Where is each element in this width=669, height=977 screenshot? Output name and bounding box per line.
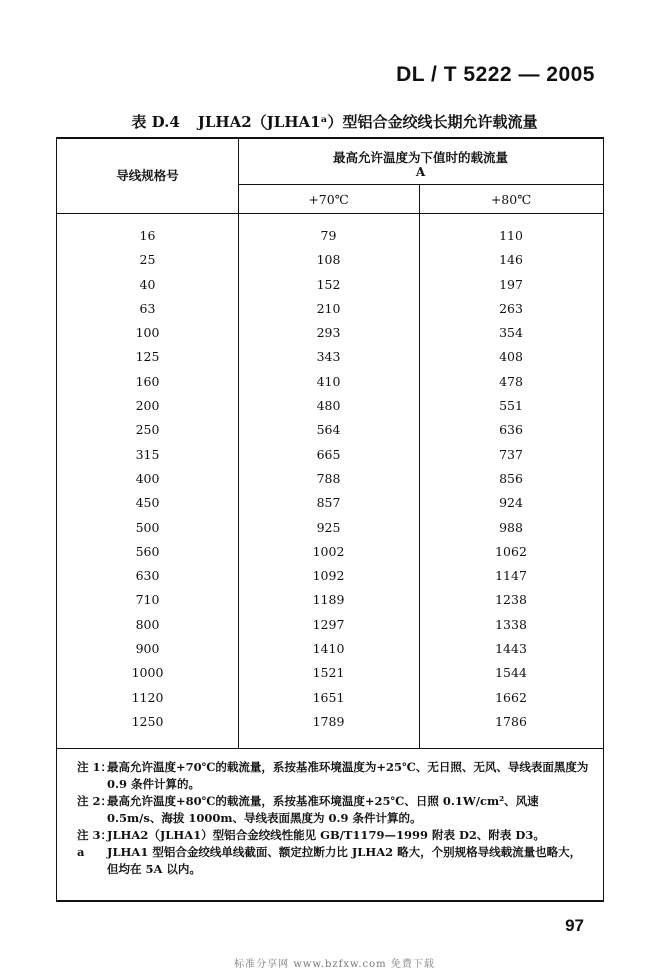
cell-ampacity-80: 197 bbox=[499, 276, 523, 292]
cell-spec: 100 bbox=[135, 325, 160, 341]
cell-ampacity-70: 293 bbox=[316, 325, 341, 341]
table-title-text: JLHA2（JLHA1ᵃ）型铝合金绞线长期允许载流量 bbox=[197, 113, 538, 131]
cell-spec: 400 bbox=[135, 470, 160, 486]
cell-ampacity-80: 110 bbox=[499, 228, 523, 243]
cell-ampacity-70: 480 bbox=[316, 398, 341, 414]
cell-spec: 160 bbox=[135, 373, 160, 389]
cell-ampacity-80: 636 bbox=[499, 422, 523, 438]
note-item bbox=[77, 793, 592, 827]
cell-ampacity-80: 408 bbox=[499, 349, 523, 365]
cell-ampacity-80: 1338 bbox=[495, 616, 527, 632]
table-row bbox=[57, 690, 603, 714]
cell-ampacity-70: 857 bbox=[316, 495, 341, 511]
table-row bbox=[57, 568, 603, 592]
note-label: 注 1： bbox=[77, 760, 113, 774]
table-row bbox=[57, 277, 603, 301]
cell-ampacity-70: 1410 bbox=[312, 641, 345, 657]
cell-ampacity-70: 925 bbox=[316, 519, 341, 535]
footer-watermark: 标准分享网 www.bzfxw.com 免费下载 bbox=[234, 959, 435, 970]
cell-ampacity-80: 1786 bbox=[495, 713, 527, 729]
table-row bbox=[57, 447, 603, 471]
table-row bbox=[57, 252, 603, 276]
table-row bbox=[57, 665, 603, 689]
table-row bbox=[57, 422, 603, 446]
cell-spec: 560 bbox=[135, 543, 160, 559]
table-row bbox=[57, 495, 603, 519]
cell-ampacity-70: 1189 bbox=[312, 592, 345, 608]
standard-id: DL / T 5222 — 2005 bbox=[396, 63, 595, 86]
table-row bbox=[57, 398, 603, 422]
cell-ampacity-70: 152 bbox=[316, 276, 341, 292]
cell-ampacity-80: 856 bbox=[499, 470, 523, 486]
cell-ampacity-70: 79 bbox=[320, 228, 337, 243]
cell-ampacity-80: 1443 bbox=[495, 641, 527, 657]
header-spec: 导线规格号 bbox=[116, 168, 179, 183]
cell-ampacity-80: 551 bbox=[499, 398, 523, 414]
table-row bbox=[57, 228, 603, 252]
cell-spec: 40 bbox=[139, 276, 156, 292]
table-row bbox=[57, 325, 603, 349]
cell-ampacity-70: 1789 bbox=[312, 713, 345, 729]
cell-spec: 200 bbox=[135, 398, 160, 414]
cell-ampacity-80: 1147 bbox=[495, 568, 527, 584]
cell-ampacity-70: 410 bbox=[316, 373, 341, 389]
cell-ampacity-70: 665 bbox=[316, 446, 341, 462]
ampacity-table bbox=[56, 137, 604, 902]
header-ampacity-group: 最高允许温度为下值时的载流量 bbox=[332, 150, 508, 165]
cell-spec: 900 bbox=[135, 641, 160, 657]
cell-ampacity-70: 1297 bbox=[312, 616, 345, 632]
header-unit: A bbox=[415, 165, 426, 179]
cell-spec: 250 bbox=[135, 422, 160, 438]
cell-spec: 1000 bbox=[131, 665, 164, 681]
cell-spec: 1120 bbox=[131, 689, 164, 705]
cell-ampacity-80: 354 bbox=[499, 325, 523, 341]
cell-ampacity-80: 1062 bbox=[495, 543, 527, 559]
table-row bbox=[57, 301, 603, 325]
table-row bbox=[57, 471, 603, 495]
cell-ampacity-70: 1092 bbox=[312, 568, 345, 584]
cell-spec: 125 bbox=[135, 349, 160, 365]
cell-ampacity-70: 1521 bbox=[312, 665, 345, 681]
note-item bbox=[77, 844, 592, 878]
cell-ampacity-70: 108 bbox=[316, 252, 341, 268]
table-row bbox=[57, 520, 603, 544]
cell-spec: 630 bbox=[135, 568, 160, 584]
cell-ampacity-80: 1238 bbox=[495, 592, 527, 608]
note-text: JLHA1 型铝合金绞线单线截面、额定拉断力比 JLHA2 略大，个别规格导线载流量也略大，但均在 5A 以内。 bbox=[107, 845, 582, 876]
cell-spec: 315 bbox=[135, 446, 160, 462]
table-row bbox=[57, 592, 603, 616]
cell-ampacity-80: 1662 bbox=[495, 689, 527, 705]
divider-header bbox=[57, 213, 603, 214]
note-item bbox=[77, 759, 592, 793]
note-text: 最高允许温度+70℃的载流量，系按基准环境温度为+25℃、无日照、无风、导线表面黑度为 0.9 条件计算的。 bbox=[107, 760, 589, 791]
table-row bbox=[57, 641, 603, 665]
divider-subheader bbox=[238, 184, 603, 185]
cell-ampacity-80: 988 bbox=[499, 519, 523, 535]
cell-ampacity-80: 924 bbox=[499, 495, 523, 511]
table-number: 表 D.4 bbox=[131, 113, 180, 131]
cell-ampacity-70: 343 bbox=[316, 349, 341, 365]
note-text: JLHA2（JLHA1）型铝合金绞线性能见 GB/T1179—1999 附表 D2、附表 D3。 bbox=[107, 828, 545, 842]
cell-spec: 500 bbox=[135, 519, 160, 535]
cell-spec: 1250 bbox=[131, 713, 164, 729]
cell-ampacity-80: 737 bbox=[499, 446, 523, 462]
note-item bbox=[77, 827, 592, 844]
cell-spec: 800 bbox=[135, 616, 160, 632]
page-number: 97 bbox=[565, 916, 584, 935]
cell-ampacity-70: 1002 bbox=[312, 543, 345, 559]
cell-ampacity-70: 210 bbox=[316, 300, 341, 316]
cell-ampacity-80: 263 bbox=[499, 300, 523, 316]
cell-spec: 710 bbox=[135, 592, 160, 608]
table-title bbox=[0, 111, 669, 132]
note-label: a bbox=[77, 845, 85, 859]
note-text: 最高允许温度+80℃的载流量，系按基准环境温度+25℃、日照 0.1W/cm²、风速 0.5m/s、海拔 1000m、导线表面黑度为 0.9 条件计算的。 bbox=[107, 794, 539, 825]
note-label: 注 3： bbox=[77, 828, 113, 842]
table-row bbox=[57, 617, 603, 641]
header-temp-70: +70℃ bbox=[308, 192, 349, 207]
cell-spec: 25 bbox=[139, 252, 156, 268]
note-label: 注 2： bbox=[77, 794, 113, 808]
cell-ampacity-70: 564 bbox=[316, 422, 341, 438]
cell-ampacity-70: 788 bbox=[316, 470, 341, 486]
table-body bbox=[57, 228, 603, 738]
cell-ampacity-80: 146 bbox=[499, 252, 523, 268]
cell-spec: 63 bbox=[139, 300, 156, 316]
cell-ampacity-80: 478 bbox=[499, 373, 523, 389]
cell-spec: 450 bbox=[135, 495, 160, 511]
cell-ampacity-70: 1651 bbox=[312, 689, 345, 705]
table-notes bbox=[77, 759, 592, 878]
table-row bbox=[57, 544, 603, 568]
divider-notes bbox=[57, 748, 603, 749]
table-row bbox=[57, 374, 603, 398]
table-row bbox=[57, 349, 603, 373]
cell-spec: 16 bbox=[139, 228, 156, 243]
header-temp-80: +80℃ bbox=[490, 192, 532, 207]
cell-ampacity-80: 1544 bbox=[495, 665, 527, 681]
table-row bbox=[57, 714, 603, 738]
